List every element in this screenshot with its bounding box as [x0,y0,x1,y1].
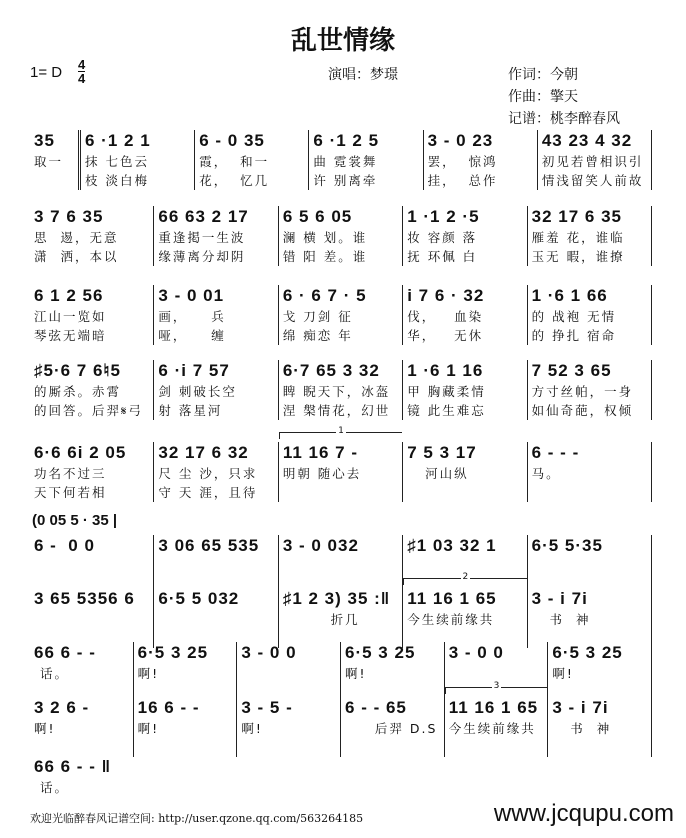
volta-bracket [403,572,526,585]
time-sig-bottom: 4 [78,71,86,86]
volta-bracket [279,426,402,439]
lyric-verse-2: 许 别离牵 [313,173,378,188]
lyric-verse-1: 剑 刺破长空 [158,384,237,399]
measure-notes: 6 1 2 56 [34,286,104,305]
lyric-verse-1: 戈 刀剑 征 [282,309,353,324]
measure [403,442,527,502]
score-system [30,206,652,266]
score-system [30,360,652,420]
measure-notes: 35 [34,131,55,150]
lyric-verse-1: 明朝 随心去 [282,466,362,481]
composer: 作曲：擎天 [508,89,578,105]
lyric-verse-1: 啊! [345,666,367,681]
lyric-verse-1: 书 神 [531,612,591,627]
measure [528,285,652,345]
lyric-verse-1: 伐， 血染 [407,309,484,324]
measure [445,681,549,757]
lyric-verse-1: 啊! [241,721,263,736]
measure [424,130,538,190]
lyric-verse-2: 如仙奇葩，权倾 [531,403,634,418]
lyric-verse-2 [34,171,74,190]
measure [30,642,134,702]
lyric-verse-1: 重逢掲一生波 [158,230,246,245]
measure-notes: 1 ·6 1 16 [407,361,484,380]
measure [30,360,154,420]
measure [30,535,154,595]
measure-notes: 3 - 0 032 [282,536,359,555]
lyric-verse-1 [158,557,273,576]
lyric-verse-1: 啊! [34,721,56,736]
measure [528,360,652,420]
lyric-verse-1: 话。 [34,780,69,795]
volta-number: 3 [493,681,500,691]
site-watermark: www.jcqupu.com [493,800,674,827]
score-system [30,681,652,757]
measure-notes: 1 ·1 2 ·5 [407,207,480,226]
measure [548,697,652,757]
lyric-verse-1: 今生续前缘共 [407,612,495,627]
measure [538,130,652,190]
lyric-verse-2 [138,738,233,757]
lyric-verse-2: 绵 痴恋 年 [282,328,353,343]
lyric-verse-1: 啊! [137,721,160,736]
measure-notes: 66 63 2 17 [158,207,249,226]
measure-notes: 6 ·1 2 1 [85,131,151,150]
measure-notes: 7 5 3 17 [407,443,477,462]
lyric-verse-1: 取一 [34,154,64,169]
lyric-verse-1 [158,610,273,629]
lyric-verse-1: 思 逷，无意 [34,230,119,245]
measure [403,360,527,420]
score-system [30,642,652,702]
measure [154,588,278,648]
lyric-verse-2: 缘薄离分却阴 [158,249,246,264]
measure [237,642,341,702]
measure [279,535,403,595]
lyric-verse-2: 错 阳 差。谁 [282,249,368,264]
singer: 演唱：梦璟 [328,67,398,83]
lyric-verse-2: 挂， 总作 [427,173,498,188]
measure-notes: 6·7 65 3 32 [282,361,380,380]
measure-notes: 66 6 - - ‖ [34,757,112,776]
lyric-verse-1: 啊! [552,666,574,681]
volta-bracket [445,681,548,694]
measure [237,697,341,757]
measure [195,130,309,190]
footer-text: 欢迎光临醉春风记谱空间: http://user.qzone.qq.com/563264185 [30,812,364,825]
measure [154,535,278,595]
lyric-verse-1 [34,557,149,576]
song-title: 乱世情缘 [290,26,395,56]
lyric-verse-1: 书 神 [552,721,612,736]
measure-notes: 6 5 6 05 [282,207,353,226]
lyric-verse-1: 的 战袍 无情 [531,309,617,324]
lyric-verse-2: 潇 洒，本以 [34,249,119,264]
measure-notes: 3 - i 7i [552,698,609,717]
lyric-verse-1: 霞， 和一 [199,154,270,169]
measure-notes: 6·5 3 25 [345,643,416,662]
lyric-verse-1: 初见若曾相识引 [541,154,644,169]
measure-notes: i 7 6 · 32 [407,286,485,305]
lyric-verse-2: 情浅留笑人前故 [541,173,644,188]
lyric-verse-2: 天下何若相 [34,485,107,500]
lyric-verse-2: 花， 忆几 [199,173,270,188]
measure [403,572,527,648]
lyric-verse-2: 涅 槃情花，幻世 [282,403,391,418]
score-system [30,756,140,816]
measure [154,206,278,266]
measure-notes: 6 - - - [531,443,580,462]
measure [154,442,278,502]
lyric-verse-1: 的厮杀。赤霄 [34,384,122,399]
lyric-verse-2 [552,738,647,757]
time-signature [78,58,85,85]
measure [279,426,403,502]
measure-notes: 6·5 5·35 [531,536,603,555]
measure-notes: 1 ·6 1 66 [531,286,608,305]
key-signature: 1= D [30,64,63,81]
lyric-verse-1: 马。 [531,466,561,481]
lyricist: 作词：今朝 [508,67,578,83]
score-system [30,130,652,190]
lyric-verse-2 [283,483,398,502]
measure-notes: 16 6 - - [137,698,200,717]
measure [548,642,652,702]
measure [279,360,403,420]
measure-notes: 3 - i 7i [531,589,588,608]
lyric-verse-1: 今生续前缘共 [448,721,536,736]
lyric-verse-1: 曲 霓裳舞 [313,154,378,169]
lyric-verse-2: 射 落星河 [158,403,223,418]
lyric-verse-2: 的回答。后羿𝄋弓 [34,403,143,418]
measure [279,588,403,648]
measure [30,697,134,757]
lyric-verse-1: 妆 容颜 落 [407,230,478,245]
measure-notes: 66 6 - - [34,643,96,662]
lyric-verse-2: 的 挣扎 宿命 [531,328,617,343]
measure [528,535,652,595]
measure-notes: 3 - 0 01 [158,286,225,305]
lyric-verse-2 [34,738,129,757]
measure-notes: 3 65 5356 6 [34,589,135,608]
score-system [30,285,652,345]
measure-notes: 32 17 6 32 [158,443,249,462]
lyric-verse-1: 河山纵 [407,466,469,481]
score-system [30,535,652,595]
lyric-verse-1 [34,610,149,629]
lyric-verse-1: 尺 尘 沙，只求 [158,466,258,481]
measure-notes: 6 ·1 2 5 [313,131,380,150]
lyric-verse-1: 后羿 D.S [345,721,438,736]
lyric-verse-1: 功名不过三 [34,466,107,481]
lyric-verse-2: 枝 淡白梅 [85,173,149,188]
measure-notes: 6 ·i 7 57 [158,361,230,380]
measure-notes: 32 17 6 35 [531,207,622,226]
measure [30,206,154,266]
measure-notes: ♯1 03 32 1 [407,536,497,555]
lyric-verse-1 [283,557,398,576]
measure-notes: 3 - 0 0 [241,643,297,662]
lyric-verse-1: 甲 胸藏柔情 [407,384,486,399]
lyric-verse-1: 抹 七色云 [85,154,149,169]
measure-notes: 3 2 6 - [34,698,90,717]
lyric-verse-2: 华， 无休 [407,328,484,343]
measure [341,642,445,702]
measure [134,697,238,757]
measure [30,130,81,190]
measure [309,130,423,190]
lyric-verse-1: 方寸丝帕，一身 [531,384,634,399]
lyric-verse-2: 哑， 缠 [158,328,226,343]
measure [528,206,652,266]
lyric-verse-1 [532,557,647,576]
lyric-verse-1: 江山一览如 [34,309,107,324]
lyric-verse-2: 守 天 涯，且待 [158,485,258,500]
measure-notes: 6 · 6 7 · 5 [282,286,367,305]
lyric-verse-1: 啊! [137,666,160,681]
measure-notes: 6 - 0 0 [34,536,95,555]
score-system [30,572,652,648]
lyric-verse-2: 琴弦无端暗 [34,328,107,343]
time-sig-top: 4 [78,57,86,72]
measure [341,697,445,757]
measure-notes: 3 7 6 35 [34,207,104,226]
measure-notes: 3 - 5 - [241,698,293,717]
measure [279,285,403,345]
lyric-verse-2: 镜 此生难忘 [407,403,486,418]
lyric-verse-1 [241,664,336,683]
lyric-verse-1: 雁羞 花，谁临 [531,230,625,245]
lyric-verse-1: 画， 兵 [158,309,226,324]
measure [528,588,652,648]
measure-notes: 6·5 5 032 [158,589,240,608]
measure [154,360,278,420]
measure-notes: 11 16 7 - [282,443,358,462]
measure [279,206,403,266]
measure [134,642,238,702]
measure-notes: ♯1 2 3) 35 :‖ [282,589,391,608]
measure [30,756,140,816]
measure-notes: ♯5·6 7 6♮5 [34,361,121,380]
measure [30,588,154,648]
measure [403,285,527,345]
lyric-verse-1: 澜 横 划。谁 [282,230,368,245]
lyric-verse-2: 抚 环佩 白 [407,249,478,264]
measure-notes: 3 - 0 0 [448,643,504,662]
measure [30,442,154,502]
measure [528,442,652,502]
lyric-verse-1: 罢， 惊鸿 [427,154,498,169]
measure [154,285,278,345]
measure-notes: 6 - - 65 [345,698,407,717]
lyric-verse-2 [345,738,440,757]
measure-notes: 6·6 6i 2 05 [34,443,127,462]
lyric-verse-1: 折几 [282,612,360,627]
lyric-verse-2 [241,738,336,757]
score-system [30,426,652,502]
lyric-verse-1: 睥 睨天下，冰盔 [282,384,391,399]
measure-notes: 6 - 0 35 [199,131,265,150]
measure [30,285,154,345]
lyric-verse-1: 话。 [34,666,69,681]
lyric-verse-2 [407,483,522,502]
lyric-verse-2: 玉无 暇，谁撩 [531,249,625,264]
measure [81,130,195,190]
measure-notes: 11 16 1 65 [407,589,497,608]
lyric-verse-2 [449,738,544,757]
transcriber: 记谱：桃李醉春风 [508,111,620,127]
measure-notes: 43 23 4 32 [541,131,633,150]
volta-number: 2 [462,572,469,582]
measure-notes: 7 52 3 65 [531,361,612,380]
measure-notes: 3 06 65 535 [158,536,260,555]
measure-notes: 6·5 3 25 [552,643,623,662]
volta-number: 1 [338,426,344,436]
measure [403,206,527,266]
measure-notes: 6·5 3 25 [137,643,209,662]
measure-notes: 11 16 1 65 [448,698,539,717]
intro-line: (0 05 5 · 35 | [32,512,118,529]
measure-notes: 3 - 0 23 [427,131,494,150]
lyric-verse-2 [532,483,647,502]
